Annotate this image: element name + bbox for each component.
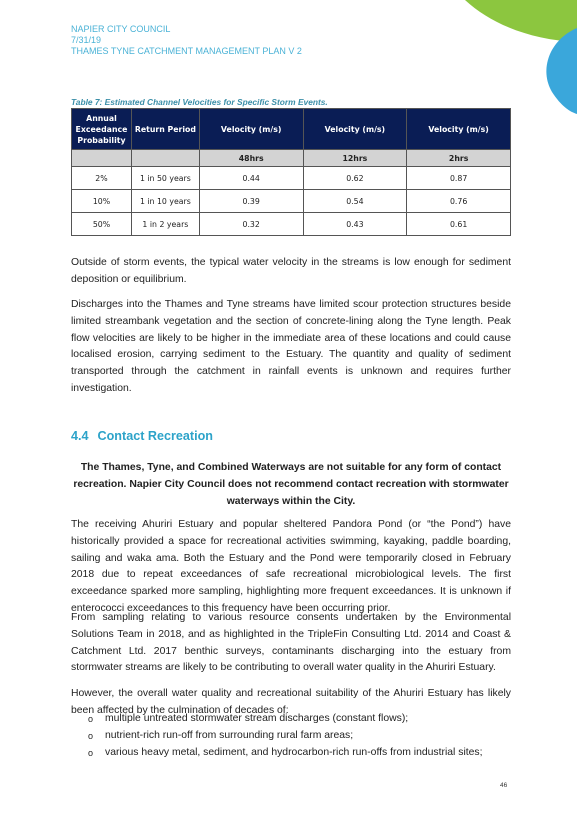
subheader-cell: 48hrs xyxy=(199,150,303,167)
contact-recreation-warning: The Thames, Tyne, and Combined Waterways are not suitable for any form of contact recreation. Napier City Council does not recommend contact recreation with stormwater waterways within the City. xyxy=(73,462,509,507)
paragraph-storm-velocity: Outside of storm events, the typical water velocity in the streams is low enough for sediment deposition or equilibrium. xyxy=(71,257,511,285)
subheader-cell: 2hrs xyxy=(407,150,511,167)
paragraph-sampling: From sampling relating to various resource consents undertaken by the Environmental Solutions Team in 2018, and as highlighted in the TripleFin Consulting Ltd. 2014 and Coast & Catchment Ltd. 2017 benthic surveys, contaminants discharging into the estuary from stormwater streams are likely to be contributing to overall water quality in the Ahuriri Estuary. xyxy=(71,612,511,674)
col-header-aep: Annual Exceedance Probability xyxy=(72,109,132,150)
list-item xyxy=(71,745,511,762)
section-title: Contact Recreation xyxy=(97,429,213,443)
table-cell: 10% xyxy=(72,190,132,213)
section-number: 4.4 xyxy=(71,429,89,443)
velocity-table xyxy=(71,108,511,236)
table-cell: 50% xyxy=(72,213,132,236)
header-org: NAPIER CITY COUNCIL xyxy=(71,24,171,34)
subheader-cell xyxy=(72,150,132,167)
table-caption: Table 7: Estimated Channel Velocities for Specific Storm Events. xyxy=(71,97,328,107)
bullet-marker: o xyxy=(88,714,94,724)
page-number: 46 xyxy=(500,782,508,789)
table-cell: 0.61 xyxy=(407,213,511,236)
table-cell: 0.32 xyxy=(199,213,303,236)
list-item-text: nutrient-rich run-off from surrounding rural farm areas; xyxy=(105,729,354,741)
col-header-return-period: Return Period xyxy=(131,109,199,150)
col-header-velocity-48: Velocity (m/s) xyxy=(199,109,303,150)
green-leaf-shape xyxy=(465,0,577,42)
subheader-cell: 12hrs xyxy=(303,150,407,167)
table-cell: 0.39 xyxy=(199,190,303,213)
table-cell: 0.62 xyxy=(303,167,407,190)
list-item xyxy=(71,711,511,728)
header-doc-title: THAMES TYNE CATCHMENT MANAGEMENT PLAN V 2 xyxy=(71,46,302,56)
table-cell: 0.43 xyxy=(303,213,407,236)
paragraph-estuary-history: The receiving Ahuriri Estuary and popular sheltered Pandora Pond (or “the Pond”) have historically provided a space for recreational activities swimming, kayaking, paddle boarding, sailing and waka ama. Both the Estuary and the Pond were temporarily closed in February 2018 due to repeat exceedances of safe recreational microbiological levels. The first exceedance sparked more sampling, highlighting more frequent exceedances. It is unknown if enterococci exceedances to this frequency have been occurring prior. xyxy=(71,519,511,614)
table-cell: 0.54 xyxy=(303,190,407,213)
bullet-marker: o xyxy=(88,730,94,741)
table-cell: 0.76 xyxy=(407,190,511,213)
table-subheader-row xyxy=(72,150,511,167)
table-cell: 2% xyxy=(72,167,132,190)
corner-decoration xyxy=(457,0,577,120)
table-cell: 1 in 50 years xyxy=(131,167,199,190)
list-item-text: various heavy metal, sediment, and hydrocarbon-rich run-offs from industrial sites; xyxy=(105,746,483,758)
subheader-cell xyxy=(131,150,199,167)
table-row xyxy=(72,167,511,190)
document-header xyxy=(71,24,302,57)
table-cell: 1 in 2 years xyxy=(131,213,199,236)
table-row xyxy=(72,213,511,236)
table-cell: 1 in 10 years xyxy=(131,190,199,213)
blue-leaf-shape xyxy=(546,28,577,114)
table-header-row xyxy=(72,109,511,150)
bullet-marker: o xyxy=(88,747,94,758)
section-heading xyxy=(71,429,213,443)
table-cell: 0.44 xyxy=(199,167,303,190)
header-date: 7/31/19 xyxy=(71,35,102,45)
table-row xyxy=(72,190,511,213)
list-item-text: multiple untreated stormwater stream discharges (constant flows); xyxy=(105,713,409,724)
paragraph-discharges: Discharges into the Thames and Tyne streams have limited scour protection structures beside limited streambank vegetation and the section of concrete-lining along the Tyne length. Peak flow velocities are likely to be higher in the immediate area of these locations and could cause localised erosion, carrying sediment to the Estuary. The quantity and quality of sediment transported through the catchment in rainfall events is unknown and requires further investigation. xyxy=(71,299,511,394)
list-item xyxy=(71,728,511,745)
col-header-velocity-12: Velocity (m/s) xyxy=(303,109,407,150)
paragraph-water-quality: However, the overall water quality and recreational suitability of the Ahuriri Estuary has likely been affected by the culmination of decades of: xyxy=(71,688,511,716)
col-header-velocity-2: Velocity (m/s) xyxy=(407,109,511,150)
table-cell: 0.87 xyxy=(407,167,511,190)
impact-list xyxy=(71,711,511,761)
